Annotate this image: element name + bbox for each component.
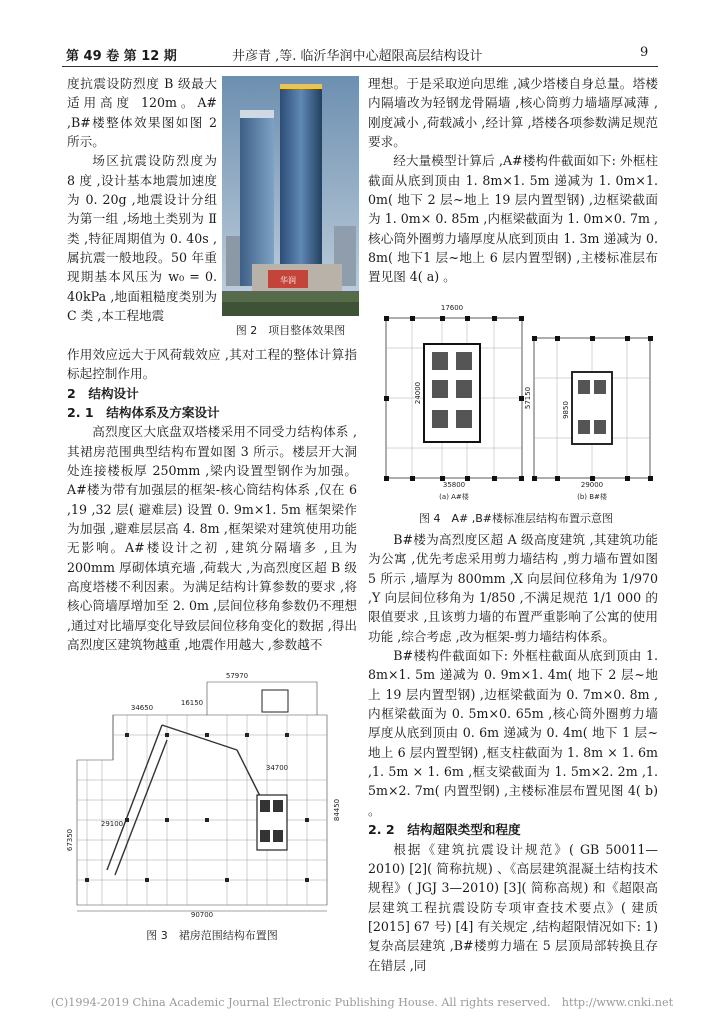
dim-label: 24000 <box>414 381 422 405</box>
dim-label: 9850 <box>562 401 570 419</box>
tower-rendering-image <box>222 76 359 316</box>
header-rule <box>62 66 658 67</box>
dim-label: 34700 <box>265 764 289 772</box>
figure-4 <box>372 288 660 503</box>
dim-label: 34650 <box>130 704 154 712</box>
article-running-title: 井彦青 ,等. 临沂华润中心超限高层结构设计 <box>232 49 483 64</box>
figure-4-caption: 图 4 A# ,B#楼标准层结构布置示意图 <box>419 512 613 525</box>
paragraph: 度抗震设防烈度 B 级最大适用高度 120m。A# ,B#楼整体效果图如图 2 所示。 <box>67 76 217 150</box>
dim-label: 90700 <box>190 911 214 919</box>
dim-label: 35800 <box>442 481 466 489</box>
paragraph: 理想。于是采取逆向思维 ,减少塔楼自身总量。塔楼内隔墙改为轻钢龙骨隔墙 ,核心筒剪力墙墙厚减薄 ,刚度减小 ,荷载减小 ,经计算 ,塔楼各项参数满足规范要求。 <box>368 76 658 150</box>
mall-sign-text: 华润 <box>280 276 296 285</box>
dim-label: 29000 <box>580 481 604 489</box>
subsection-heading: 2. 2 结构超限类型和程度 <box>368 822 521 838</box>
subfigure-label-b: (b) B#楼 <box>577 493 607 501</box>
figure-2-caption: 图 2 项目整体效果图 <box>235 324 346 337</box>
dim-label: 57970 <box>225 672 249 680</box>
running-header <box>0 0 724 70</box>
subsection-heading: 2. 1 结构体系及方案设计 <box>67 405 220 421</box>
dim-label: 84450 <box>333 798 341 822</box>
dim-label: 29100 <box>100 820 124 828</box>
paragraph: 场区抗震设防烈度为 8 度 ,设计基本地震加速度为 0. 20g ,地震设计分组为第一组 ,场地土类别为 Ⅱ 类 ,特征周期值为 0. 40s ,属抗震一般地段。50 年重现期基本风压为 w₀ = 0. 40kPa ,地面粗糙度类别为 C 类 ,本工程地震 <box>67 153 217 324</box>
figure-3 <box>67 670 357 920</box>
dim-label: 16150 <box>180 699 204 707</box>
subfigure-label-a: (a) A#楼 <box>439 493 469 501</box>
right-column-top <box>368 74 658 287</box>
paragraph: 经大量模型计算后 ,A#楼构件截面如下: 外框柱截面从底到顶由 1. 8m×1. 5m 递减为 1. 0m×1. 0m( 地下 2 层~地上 19 层内置型钢) ,边框梁截面为 1. 0m× 0. 85m ,内框梁截面为 1. 0m×0. 7m ,核心筒外圈剪力墙厚度从底到顶由 1. 3m 递减为 0. 8m( 地下1 层~地上 6 层内置型钢) ,主楼标准层布置见图 4( a) 。 <box>368 153 658 285</box>
paragraph: 根据《建筑抗震设计规范》( GB 50011—2010) [2]( 简称抗规) 、《高层建筑混凝土结构技术规程》( JGJ 3—2010) [3]( 简称高规) 和《超限高层建筑工程抗震设防专项审查技术要点》( 建质 [2015] 67 号) [4] 有关规定 ,结构超限情况如下: 1) 复杂高层建筑 ,B#楼剪力墙在 5 层顶局部转换且存在错层 ,同 <box>368 841 658 973</box>
dim-label: 17600 <box>440 304 464 312</box>
left-column-top <box>67 74 217 325</box>
left-column-main <box>67 345 357 655</box>
page-number: 9 <box>640 45 649 60</box>
right-column-main <box>368 530 658 975</box>
paragraph: 高烈度区大底盘双塔楼采用不同受力结构体系 ,其裙房范围典型结构布置如图 3 所示。楼层开大洞处连接楼板厚 250mm ,梁内设置型钢作为加强。A#楼为带有加强层的框架-核心筒结构体系 ,仅在 6 ,19 ,32 层( 避难层) 设置 0. 9m×1. 5m 框架梁作为加强 ,避难层层高 4. 8m ,框架梁对建筑使用功能无影响。A#楼设计之初 ,建筑分隔墙多 ,且为 200mm 厚砌体填充墙 ,荷载大 ,为高烈度区超 B 级高度塔楼不利因素。为满足结构计算参数的要求 ,将核心筒墙厚增加至 2. 0m ,层间位移角参数仍不理想 ,通过对比墙厚变化导致层间位移角变化的数据 ,得出高烈度区建筑物越重 ,地震作用越大 ,参数越不 <box>67 424 357 653</box>
copyright-footer: (C)1994-2019 China Academic Journal Electronic Publishing House. All rights reserved. http://www.cnki.net <box>50 996 674 1009</box>
dim-label: 57150 <box>524 386 532 410</box>
journal-volume: 第 49 卷 第 12 期 <box>66 49 177 64</box>
paragraph: B#楼构件截面如下: 外框柱截面从底到顶由 1. 8m×1. 5m 递减为 0. 9m×1. 4m( 地下 2 层~地上 19 层内置型钢) ,边框梁截面为 0. 7m×0. 8m ,内框梁截面为 0. 5m×0. 65m ,核心筒外圈剪力墙厚度从底到顶由 0. 6m 递减为 0. 4m( 地下 1 层~地上 6 层内置型钢) ,框支柱截面为 1. 8m × 1. 6m ,1. 5m × 1. 6m ,框支梁截面为 1. 5m×2. 2m ,1. 5m×2. 7m( 内置型钢) ,主楼标准层布置见图 4( b) 。 <box>368 648 658 818</box>
section-heading: 2 结构设计 <box>67 385 139 401</box>
paragraph: 作用效应远大于风荷载效应 ,其对工程的整体计算指标起控制作用。 <box>67 347 357 382</box>
dim-label: 67350 <box>66 828 74 852</box>
podium-structure-plan <box>67 670 357 920</box>
paragraph: B#楼为高烈度区超 A 级高度建筑 ,其建筑功能为公寓 ,优先考虑采用剪力墙结构 ,剪力墙布置如图 5 所示 ,墙厚为 800mm ,X 向层间位移角为 1/970 ,Y 向层间位移角为 1/850 ,不满足规范 1/1 000 的限值要求 ,且该剪力墙的布置严重影响了公寓的使用功能 ,综合考虑 ,改为框架-剪力墙结构体系。 <box>368 532 658 644</box>
figure-2 <box>222 76 359 316</box>
figure-3-caption: 图 3 裙房范围结构布置图 <box>146 929 278 942</box>
standard-floor-plans <box>372 288 660 503</box>
